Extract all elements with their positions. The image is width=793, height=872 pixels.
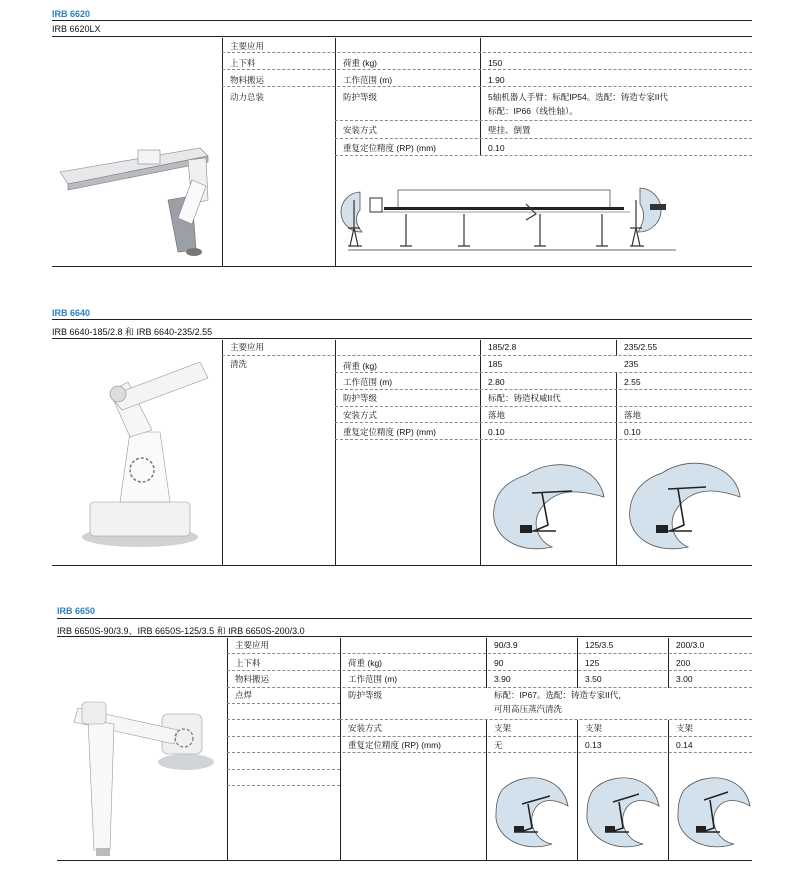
workspace-diagram xyxy=(486,455,612,560)
robot-image xyxy=(68,700,223,860)
divider xyxy=(335,372,752,373)
robot-image xyxy=(60,140,210,260)
divider xyxy=(486,720,487,860)
spec-value: 185 xyxy=(488,359,503,369)
application-item: 清洗 xyxy=(230,359,248,369)
section-title: IRB 6620 xyxy=(52,9,91,19)
divider xyxy=(222,52,752,53)
spec-value: 落地 xyxy=(624,410,642,420)
divider xyxy=(340,638,341,860)
spec-value: 无 xyxy=(494,740,503,750)
variant-header: 125/3.5 xyxy=(585,640,614,650)
spec-value: 3.00 xyxy=(676,674,693,684)
divider xyxy=(57,860,752,861)
divider xyxy=(668,720,669,860)
spec-value: 支架 xyxy=(676,723,694,733)
application-item: 上下料 xyxy=(230,58,256,68)
spec-value: 200 xyxy=(676,658,691,668)
application-item: 物料搬运 xyxy=(235,674,270,684)
spec-label: 重复定位精度 (RP) (mm) xyxy=(348,740,442,750)
workspace-diagram xyxy=(583,770,665,855)
divider xyxy=(52,266,752,267)
workspace-diagram xyxy=(340,180,680,260)
divider xyxy=(335,406,752,407)
divider xyxy=(222,355,752,356)
divider xyxy=(335,155,752,156)
application-item: 动力总装 xyxy=(230,92,265,102)
divider xyxy=(227,752,752,753)
spec-value: 3.50 xyxy=(585,674,602,684)
spec-value: 2.55 xyxy=(624,377,641,387)
applications-header: 主要应用 xyxy=(230,41,265,51)
variant-header: 90/3.9 xyxy=(494,640,518,650)
divider xyxy=(227,785,340,786)
spec-value: 150 xyxy=(488,58,503,68)
divider xyxy=(335,422,752,423)
application-item: 点焊 xyxy=(235,690,253,700)
divider xyxy=(52,338,752,339)
spec-label: 安装方式 xyxy=(343,125,378,135)
spec-value: 0.10 xyxy=(488,427,505,437)
spec-value: 90 xyxy=(494,658,504,668)
spec-value: 235 xyxy=(624,359,639,369)
spec-value: 0.10 xyxy=(488,143,505,153)
divider xyxy=(227,638,228,860)
divider xyxy=(52,36,752,37)
spec-label: 荷重 (kg) xyxy=(343,361,378,371)
divider xyxy=(616,340,617,356)
spec-label: 安装方式 xyxy=(348,723,383,733)
spec-label: 重复定位精度 (RP) (mm) xyxy=(343,143,437,153)
spec-value: 标配：IP67。选配：铸造专家II代， xyxy=(494,690,627,700)
divider xyxy=(335,120,752,121)
spec-value: 0.14 xyxy=(676,740,693,750)
divider xyxy=(340,719,752,720)
divider xyxy=(335,138,752,139)
spec-value: 可用高压蒸汽清洗 xyxy=(494,704,563,714)
variant-header: 200/3.0 xyxy=(676,640,705,650)
applications-header: 主要应用 xyxy=(230,342,265,352)
divider xyxy=(227,670,752,671)
divider xyxy=(227,719,340,720)
spec-label: 防护等级 xyxy=(348,690,383,700)
variant-header: 235/2.55 xyxy=(624,342,658,352)
spec-label: 工作范围 (m) xyxy=(343,377,393,387)
divider xyxy=(335,340,336,565)
divider xyxy=(222,69,752,70)
divider xyxy=(616,373,617,565)
spec-value: 支架 xyxy=(494,723,512,733)
divider xyxy=(227,687,752,688)
applications-header: 主要应用 xyxy=(235,640,270,650)
workspace-diagram xyxy=(674,770,756,855)
spec-value: 1.90 xyxy=(488,75,505,85)
divider xyxy=(227,703,340,704)
divider xyxy=(52,565,752,566)
divider xyxy=(227,736,752,737)
spec-value: 支架 xyxy=(585,723,603,733)
spec-value: 标配：铸造权威II代 xyxy=(488,393,561,403)
divider xyxy=(668,638,669,688)
divider xyxy=(52,319,752,320)
spec-value: 壁挂、倒置 xyxy=(488,125,531,135)
divider xyxy=(227,653,752,654)
divider xyxy=(486,638,487,688)
application-item: 物料搬运 xyxy=(230,75,265,85)
spec-label: 工作范围 (m) xyxy=(343,75,393,85)
section-subtitle: IRB 6620LX xyxy=(52,24,101,34)
robot-image xyxy=(70,352,220,552)
spec-value: 5轴机器人手臂：标配IP54。选配：铸造专家II代 xyxy=(488,92,668,102)
divider xyxy=(52,20,752,21)
spec-value: 125 xyxy=(585,658,600,668)
section-subtitle: IRB 6650S-90/3.9、IRB 6650S-125/3.5 和 IRB 6650S-200/3.0 xyxy=(57,626,305,636)
divider xyxy=(57,636,752,637)
divider xyxy=(222,86,752,87)
spec-label: 荷重 (kg) xyxy=(343,58,378,68)
spec-label: 安装方式 xyxy=(343,410,378,420)
spec-value: 0.10 xyxy=(624,427,641,437)
divider xyxy=(335,38,336,266)
variant-header: 185/2.8 xyxy=(488,342,517,352)
workspace-diagram xyxy=(492,770,574,855)
divider xyxy=(335,389,752,390)
spec-label: 防护等级 xyxy=(343,393,378,403)
divider xyxy=(577,720,578,860)
divider xyxy=(222,340,223,565)
workspace-diagram xyxy=(622,455,748,560)
spec-label: 荷重 (kg) xyxy=(348,658,383,668)
divider xyxy=(227,769,340,770)
section-title: IRB 6640 xyxy=(52,308,91,318)
divider xyxy=(335,439,752,440)
spec-label: 防护等级 xyxy=(343,92,378,102)
divider xyxy=(577,638,578,688)
divider xyxy=(480,340,481,565)
spec-value: 落地 xyxy=(488,410,506,420)
spec-value: 2.80 xyxy=(488,377,505,387)
spec-value: 3.90 xyxy=(494,674,511,684)
divider xyxy=(222,38,223,266)
spec-label: 工作范围 (m) xyxy=(348,674,398,684)
application-item: 上下料 xyxy=(235,658,261,668)
spec-value: 标配：IP66（线性轴）。 xyxy=(488,106,578,116)
spec-value: 0.13 xyxy=(585,740,602,750)
divider xyxy=(57,618,752,619)
spec-label: 重复定位精度 (RP) (mm) xyxy=(343,427,437,437)
section-subtitle: IRB 6640-185/2.8 和 IRB 6640-235/2.55 xyxy=(52,327,213,337)
section-title: IRB 6650 xyxy=(57,606,96,616)
